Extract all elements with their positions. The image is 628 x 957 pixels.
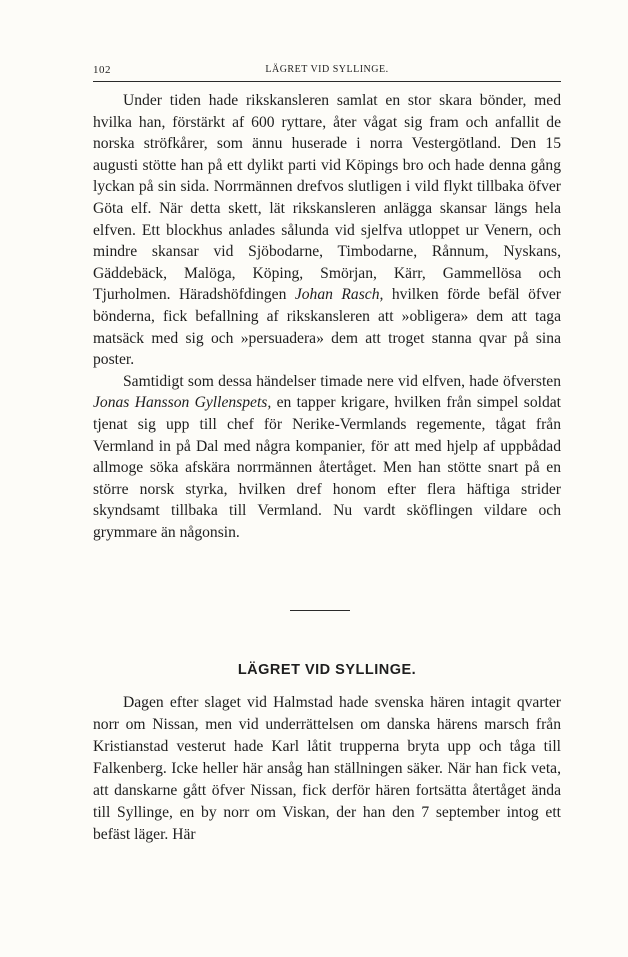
section-heading: LÄGRET VID SYLLINGE. bbox=[237, 662, 417, 678]
paragraph-1-part-3: hvilken förde befäl öfver bönderna, fick befallning af rikskansleren att »obligera» dem att taga matsäck med sig och »persuadera» dem att troget stanna qvar på sina poster. bbox=[93, 286, 561, 369]
paragraph-2 bbox=[93, 371, 561, 544]
running-title: LÄGRET VID SYLLINGE. bbox=[265, 64, 389, 75]
person-name-jonas-gyllenspets: Jonas Hansson Gyllenspets, bbox=[93, 394, 272, 412]
paragraph-2-part-1: Samtidigt som dessa händelser timade nere vid elfven, hade öfversten bbox=[123, 372, 561, 390]
paragraph-1-part-1: Under tiden hade rikskansleren samlat en stor skara bönder, med hvilka han, förstärkt af 600 ryttare, åter vågat sig fram och anfallit de norska ströfkårer, som ännu huserade i norra Vestergötland. Den 15 augusti stötte han på ett dylikt parti vid Köpings bro och hade denna gång lyckan på sin sida. Norrmännen drefvos slutligen i vild flykt tillbaka öfver Göta elf. När detta skett, lät rikskansleren anlägga skansar längs hela elfven. Ett blockhus anlades sålunda vid sjelfva utloppet ur Venern, och mindre skansar vid Sjöbodarne, Timbodarne, Rånnum, Nyskans, Gäddebäck, Malöga, Köping, Smörjan, Kärr, Gammellösa och Tjurholmen. Häradshöfdingen bbox=[93, 92, 561, 304]
person-name-johan-rasch: Johan Rasch, bbox=[294, 286, 384, 304]
section-paragraph: Dagen efter slaget vid Halmstad hade svenska hären intagit qvarter norr om Nissan, men vid underrättelsen om danska härens marsch från Kristianstad vesterut hade Karl låtit trupperna bryta upp och tåga till Falkenberg. Icke heller här ansåg han ställningen säker. När han fick veta, att danskarne gått öfver Nissan, fick derför hären fortsätta återtåget ända till Syllinge, en by norr om Viskan, der han den 7 september intog ett befäst läger. Här bbox=[93, 694, 561, 843]
page-number: 102 bbox=[93, 64, 111, 76]
paragraph-1 bbox=[93, 90, 561, 371]
header-rule bbox=[93, 81, 561, 82]
paragraph-2-part-3: en tapper krigare, hvilken från simpel soldat tjenat sig upp till chef för Nerike-Vermlands regemente, tågat från Vermland in på Dal med några kompanier, för att med hjelp af uppbådad allmoge söka afskära norrmännen återtåget. Men han stötte snart på en större norsk styrka, hvilken dref honom efter flera häftiga strider skyndsamt tillbaka till Vermland. Nu vardt sköflingen vildare och grymmare än någonsin. bbox=[93, 394, 561, 541]
section-body bbox=[93, 692, 561, 846]
section-separator bbox=[290, 610, 350, 611]
running-head bbox=[93, 64, 561, 80]
body-text bbox=[93, 90, 561, 543]
